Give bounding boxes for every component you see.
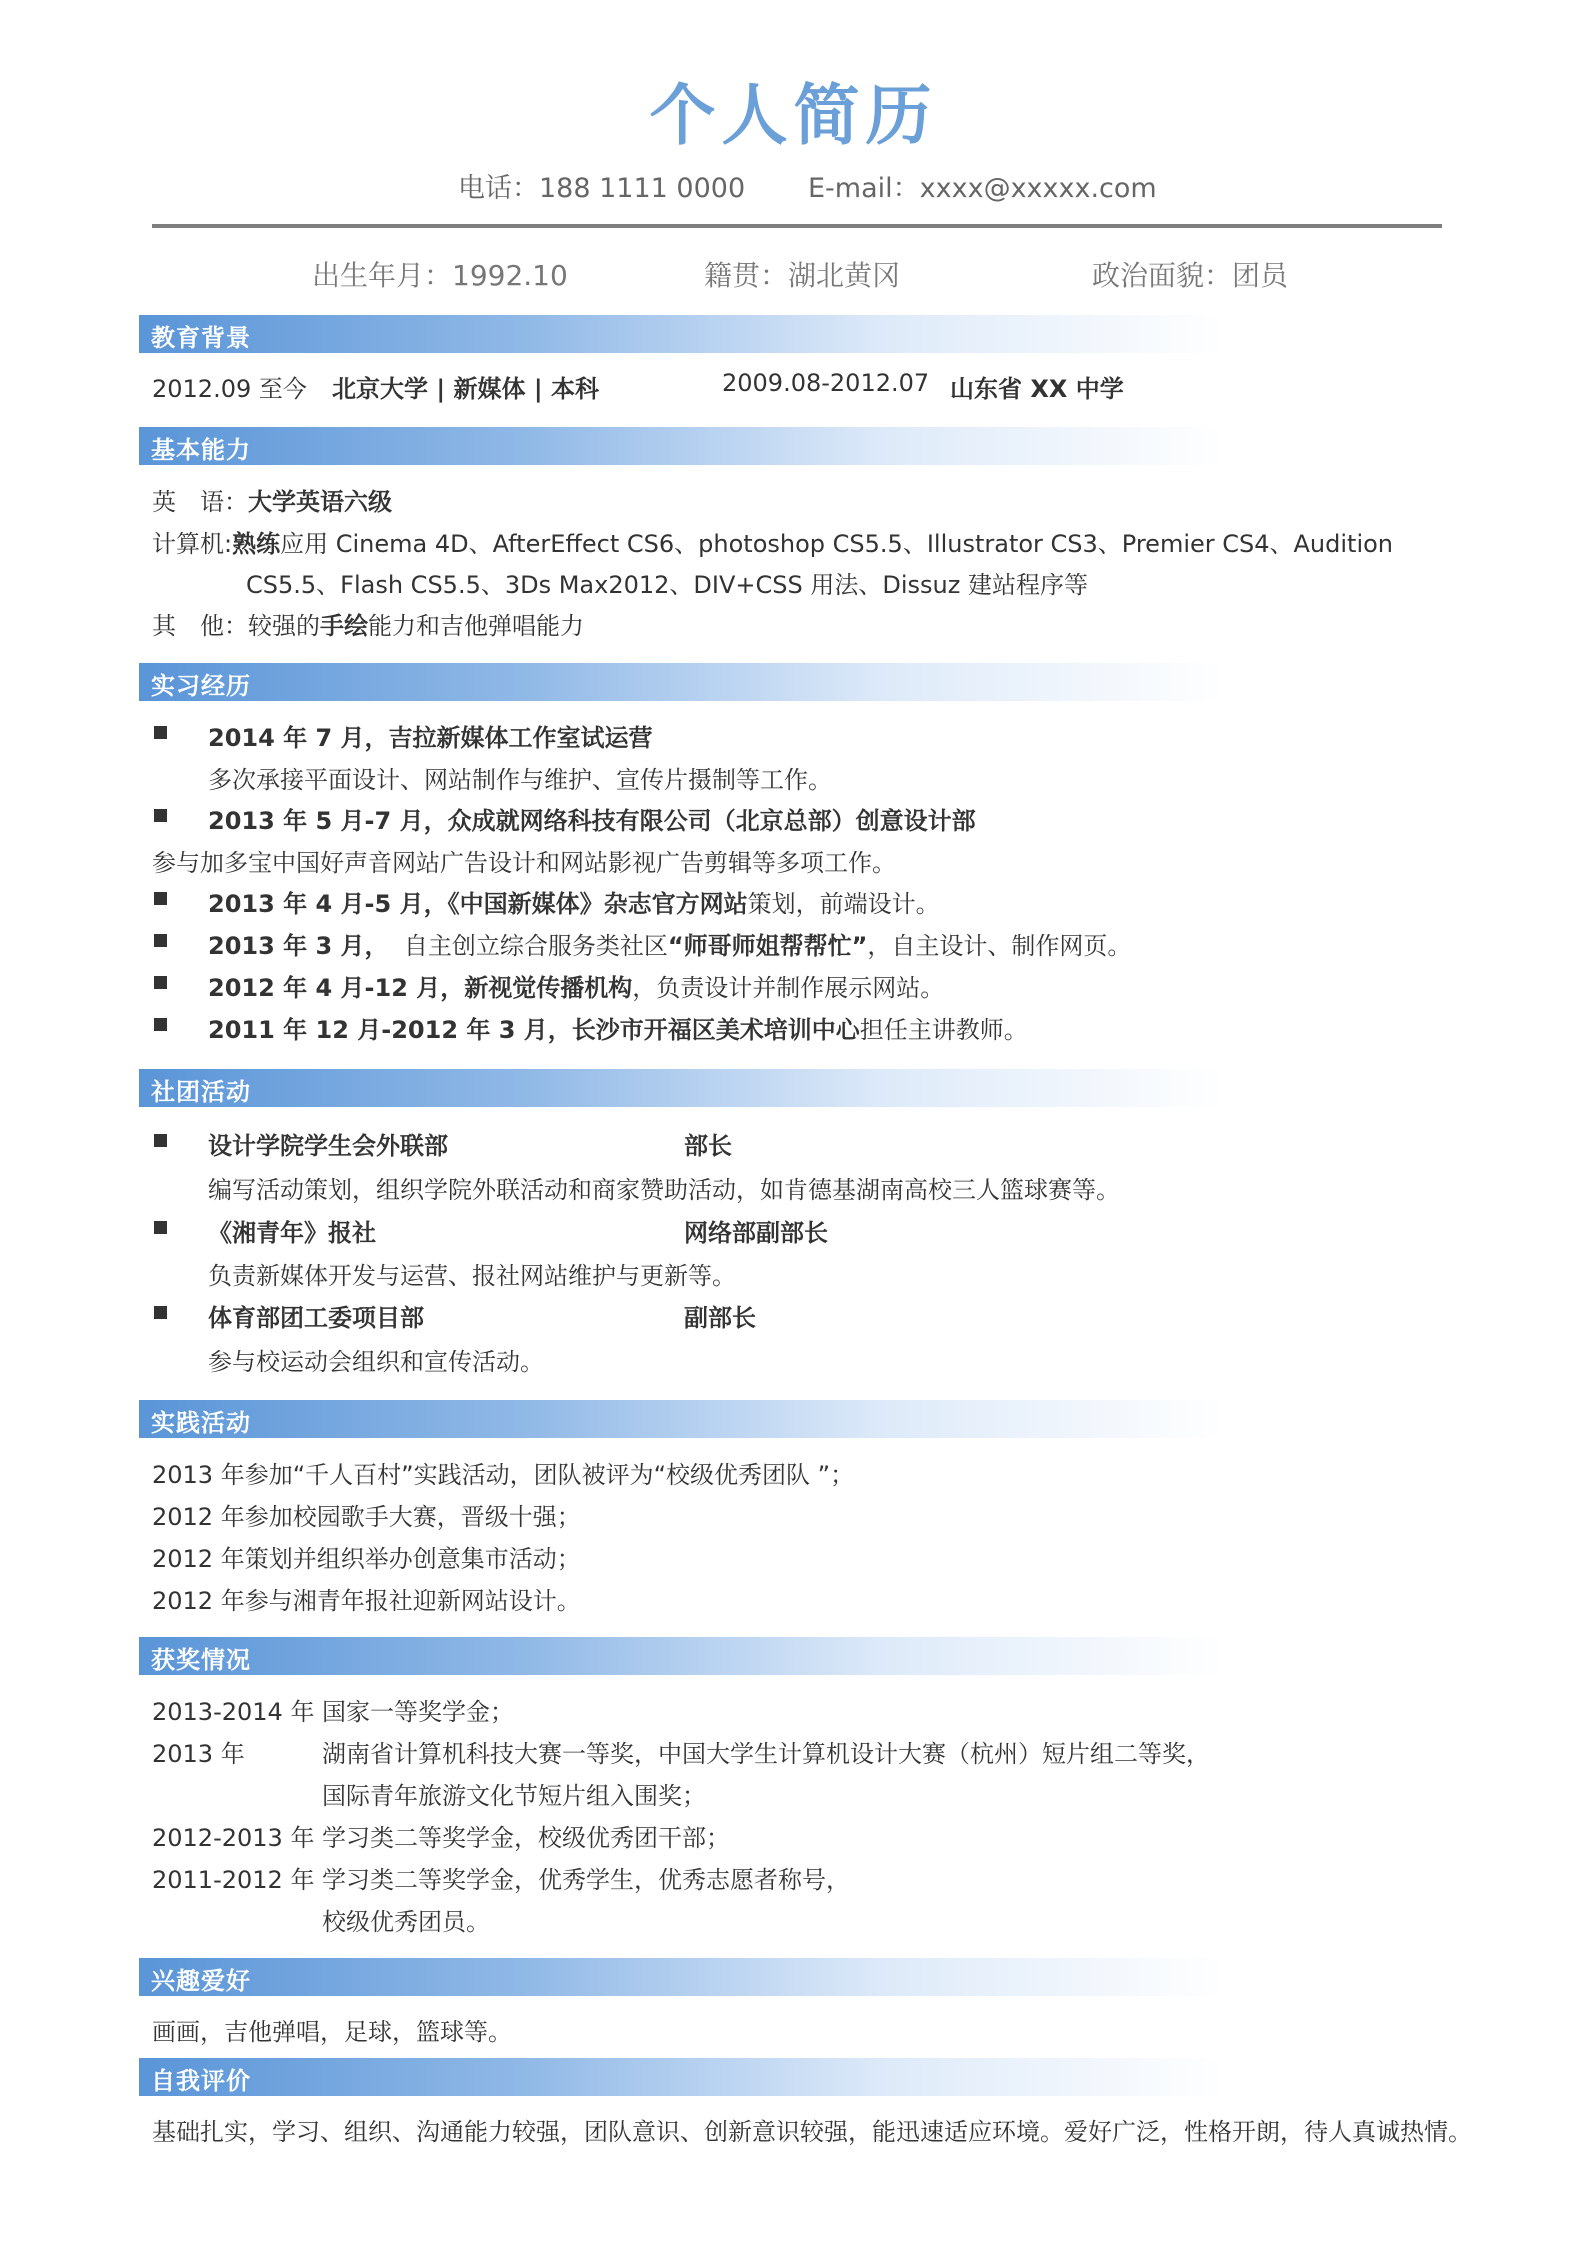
header-divider <box>152 224 1442 228</box>
club-1-org: 设计学院学生会外联部 <box>208 1132 448 1160</box>
intern-1-desc: 多次承接平面设计、网站制作与维护、宣传片摄制等工作。 <box>208 766 832 794</box>
section-heading: 实习经历 <box>151 672 251 700</box>
section-heading: 社团活动 <box>151 1078 251 1106</box>
intern-1-title: 2014 年 7 月，吉拉新媒体工作室试运营 <box>208 724 653 752</box>
intern-2-title: 2013 年 5 月-7 月，众成就网络科技有限公司（北京总部）创意设计部 <box>208 807 976 835</box>
bullet-icon <box>154 809 167 822</box>
club-3-org: 体育部团工委项目部 <box>208 1304 424 1332</box>
intern-3: 2013 年 4 月-5 月，《中国新媒体》杂志官方网站策划，前端设计。 <box>208 890 940 918</box>
award-text: 学习类二等奖学金，校级优秀团干部； <box>322 1824 730 1852</box>
bullet-icon <box>154 1306 167 1319</box>
section-skills <box>139 427 1499 465</box>
award-year: 2013-2014 年 <box>152 1698 315 1726</box>
section-awards <box>139 1637 1499 1675</box>
intern-6: 2011 年 12 月-2012 年 3 月，长沙市开福区美术培训中心担任主讲教师。 <box>208 1016 1028 1044</box>
birth-date: 出生年月：1992.10 <box>312 259 568 292</box>
skill-other: 其 他：较强的手绘能力和吉他弹唱能力 <box>152 612 584 640</box>
club-3-role: 副部长 <box>684 1304 756 1332</box>
section-internship <box>139 663 1499 701</box>
skill-computer: 计算机:熟练应用 Cinema 4D、AfterEffect CS6、photoshop CS5.5、Illustrator CS3、Premier CS4、Audition <box>152 530 1394 558</box>
skill-english: 英 语：大学英语六级 <box>152 488 392 516</box>
bullet-icon <box>154 1018 167 1031</box>
bullet-icon <box>154 934 167 947</box>
edu-school-1: 北京大学 | 新媒体 | 本科 <box>332 375 599 403</box>
club-3-desc: 参与校运动会组织和宣传活动。 <box>208 1348 544 1376</box>
club-2-desc: 负责新媒体开发与运营、报社网站维护与更新等。 <box>208 1262 736 1290</box>
award-text: 学习类二等奖学金，优秀学生，优秀志愿者称号， <box>322 1866 850 1894</box>
edu-school-2: 山东省 XX 中学 <box>950 375 1124 403</box>
section-clubs <box>139 1069 1499 1107</box>
award-text: 校级优秀团员。 <box>322 1908 490 1936</box>
skill-computer-cont: CS5.5、Flash CS5.5、3Ds Max2012、DIV+CSS 用法、Dissuz 建站程序等 <box>246 571 1088 599</box>
section-self-evaluation <box>139 2058 1499 2096</box>
phone-text: 电话：188 1111 0000 <box>458 173 746 204</box>
award-text: 湖南省计算机科技大赛一等奖，中国大学生计算机设计大赛（杭州）短片组二等奖， <box>322 1740 1210 1768</box>
practice-line: 2012 年策划并组织举办创意集市活动； <box>152 1545 581 1573</box>
section-heading: 兴趣爱好 <box>151 1967 251 1995</box>
bullet-icon <box>154 1134 167 1147</box>
club-2-org: 《湘青年》报社 <box>208 1219 376 1247</box>
practice-line: 2012 年参与湘青年报社迎新网站设计。 <box>152 1587 581 1615</box>
section-heading: 获奖情况 <box>151 1646 251 1674</box>
section-hobbies <box>139 1958 1499 1996</box>
award-year: 2013 年 <box>152 1740 245 1768</box>
section-heading: 实践活动 <box>151 1409 251 1437</box>
section-education <box>139 315 1499 353</box>
bullet-icon <box>154 976 167 989</box>
club-1-desc: 编写活动策划，组织学院外联活动和商家赞助活动，如肯德基湖南高校三人篮球赛等。 <box>208 1176 1120 1204</box>
section-heading: 基本能力 <box>151 436 251 464</box>
political-status: 政治面貌：团员 <box>1092 259 1289 292</box>
intern-5: 2012 年 4 月-12 月，新视觉传播机构，负责设计并制作展示网站。 <box>208 974 945 1002</box>
email-text: E-mail：xxxx@xxxxx.com <box>808 173 1157 204</box>
bullet-icon <box>154 1221 167 1234</box>
edu-period-2: 2009.08-2012.07 <box>722 369 930 397</box>
intern-2-desc: 参与加多宝中国好声音网站广告设计和网站影视广告剪辑等多项工作。 <box>152 849 896 877</box>
page-title: 个人简历 <box>649 77 938 154</box>
practice-line: 2012 年参加校园歌手大赛，晋级十强； <box>152 1503 581 1531</box>
section-heading: 教育背景 <box>151 324 251 352</box>
bullet-icon <box>154 892 167 905</box>
intern-4: 2013 年 3 月， 自主创立综合服务类社区“师哥师姐帮帮忙”，自主设计、制作网页。 <box>208 932 1132 960</box>
edu-period-1: 2012.09 至今 <box>152 375 307 403</box>
section-practice <box>139 1400 1499 1438</box>
hobbies-text: 画画，吉他弹唱，足球，篮球等。 <box>152 2018 512 2046</box>
bullet-icon <box>154 726 167 739</box>
award-year: 2011-2012 年 <box>152 1866 315 1894</box>
section-heading: 自我评价 <box>151 2067 251 2095</box>
club-1-role: 部长 <box>684 1132 732 1160</box>
award-year: 2012-2013 年 <box>152 1824 315 1852</box>
practice-line: 2013 年参加“千人百村”实践活动，团队被评为“校级优秀团队 ”； <box>152 1461 855 1489</box>
award-text: 国家一等奖学金； <box>322 1698 514 1726</box>
club-2-role: 网络部副部长 <box>684 1219 828 1247</box>
hometown: 籍贯：湖北黄冈 <box>704 259 901 292</box>
self-evaluation-text: 基础扎实，学习、组织、沟通能力较强，团队意识、创新意识较强，能迅速适应环境。爱好广泛，性格开朗，待人真诚热情。 <box>152 2118 1472 2146</box>
award-text: 国际青年旅游文化节短片组入围奖； <box>322 1782 706 1810</box>
